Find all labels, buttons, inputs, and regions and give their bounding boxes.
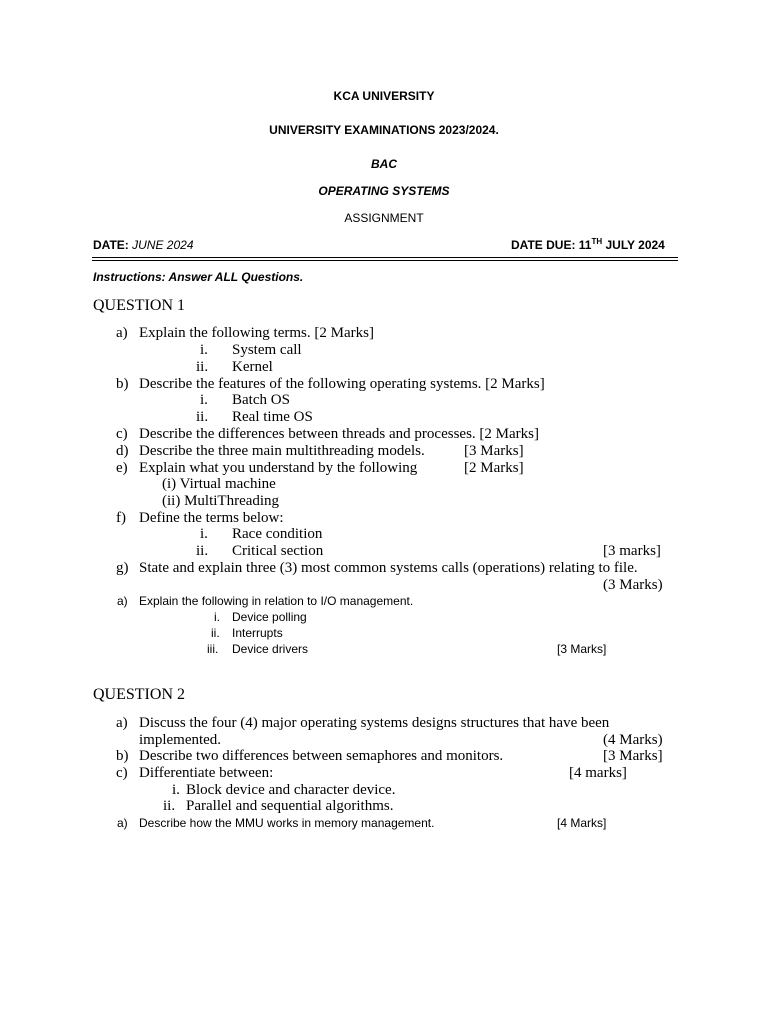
q2-a-marks: (4 Marks): [603, 732, 663, 748]
header-rule-top: [92, 257, 678, 258]
q1-h-sub-1-text: Device polling: [232, 610, 307, 624]
q1-a-sub-1-text: System call: [232, 342, 302, 358]
q1-d-marks: [3 Marks]: [464, 443, 524, 459]
q1-f-sub-1-num: i.: [200, 526, 208, 542]
q2-a-line-2: implemented.: [139, 732, 222, 748]
q2-a-label: a): [116, 715, 128, 731]
q1-b-sub-2-text: Real time OS: [232, 409, 313, 425]
q1-e-sub-1: (i) Virtual machine: [162, 476, 276, 492]
q1-b-sub-1-text: Batch OS: [232, 392, 290, 408]
q1-h-sub-2-text: Interrupts: [232, 626, 283, 640]
course-code: BAC: [371, 157, 397, 171]
q1-h-label: a): [117, 594, 128, 608]
q2-c-sub-1-num: i.: [172, 782, 180, 798]
q2-d-text: Describe how the MMU works in memory management.: [139, 816, 435, 830]
q1-f-marks: [3 marks]: [603, 543, 661, 559]
date-value: JUNE 2024: [132, 238, 194, 252]
q2-b-text: Describe two differences between semaphores and monitors.: [139, 748, 504, 764]
q1-e-sub-2: (ii) MultiThreading: [162, 493, 280, 509]
due-date: [511, 238, 665, 252]
question-1-title: QUESTION 1: [93, 297, 185, 314]
university-name: KCA UNIVERSITY: [333, 89, 435, 103]
q2-c-sub-1-text: Block device and character device.: [186, 782, 396, 798]
q1-h-sub-3-text: Device drivers: [232, 642, 309, 656]
header-rule-bottom: [92, 260, 678, 261]
q1-f-sub-1-text: Race condition: [232, 526, 323, 542]
due-rest: JULY 2024: [602, 238, 665, 252]
instructions: Instructions: Answer ALL Questions.: [93, 270, 304, 284]
q1-a-sub-2-text: Kernel: [232, 359, 273, 375]
q2-b-label: b): [116, 748, 129, 764]
q2-c-sub-2-num: ii.: [163, 798, 176, 814]
q1-f-sub-2-num: ii.: [196, 543, 209, 559]
q1-a-text: Explain the following terms. [2 Marks]: [139, 325, 374, 341]
q1-a-sub-1-num: i.: [200, 342, 208, 358]
date-line: [93, 238, 194, 252]
q1-b-sub-1-num: i.: [200, 392, 208, 408]
q1-f-label: f): [116, 510, 126, 526]
q1-b-text: Describe the features of the following operating systems. [2 Marks]: [139, 376, 545, 392]
q2-c-text: Differentiate between:: [139, 765, 274, 781]
q1-a-sub-2-num: ii.: [196, 359, 209, 375]
q2-c-marks: [4 marks]: [569, 765, 627, 781]
q1-h-marks: [3 Marks]: [557, 642, 607, 656]
assignment-label: ASSIGNMENT: [344, 211, 424, 225]
q1-g-text: State and explain three (3) most common systems calls (operations) relating to file.: [139, 560, 638, 576]
question-2-title: QUESTION 2: [93, 686, 185, 703]
due-sup: TH: [591, 237, 603, 246]
q2-d-label: a): [117, 816, 128, 830]
q1-g-marks: (3 Marks): [603, 577, 663, 593]
q2-c-sub-2-text: Parallel and sequential algorithms.: [186, 798, 394, 814]
q1-b-sub-2-num: ii.: [196, 409, 209, 425]
q1-b-label: b): [116, 376, 129, 392]
q1-h-text: Explain the following in relation to I/O management.: [139, 594, 414, 608]
q1-f-text: Define the terms below:: [139, 510, 284, 526]
q1-c-label: c): [116, 426, 128, 442]
q2-d-marks: [4 Marks]: [557, 816, 607, 830]
due-label: DATE DUE: 11: [511, 238, 592, 252]
q1-e-label: e): [116, 460, 128, 476]
unit-name: OPERATING SYSTEMS: [318, 184, 450, 198]
q2-c-label: c): [116, 765, 128, 781]
q1-h-sub-1-num: i.: [214, 610, 220, 624]
q1-a-label: a): [116, 325, 128, 341]
q2-a-line-1: Discuss the four (4) major operating systems designs structures that have been: [139, 715, 610, 731]
q1-f-sub-2-text: Critical section: [232, 543, 324, 559]
q1-d-text: Describe the three main multithreading models.: [139, 443, 425, 459]
q1-d-label: d): [116, 443, 129, 459]
q1-h-sub-2-num: ii.: [211, 626, 220, 640]
q1-c-text: Describe the differences between threads and processes. [2 Marks]: [139, 426, 539, 442]
exam-title: UNIVERSITY EXAMINATIONS 2023/2024.: [269, 123, 499, 137]
q1-g-label: g): [116, 560, 129, 576]
date-label: DATE:: [93, 238, 129, 252]
q1-h-sub-3-num: iii.: [207, 642, 219, 656]
q1-e-marks: [2 Marks]: [464, 460, 524, 476]
q2-b-marks: [3 Marks]: [603, 748, 663, 764]
q1-e-text: Explain what you understand by the following: [139, 460, 418, 476]
